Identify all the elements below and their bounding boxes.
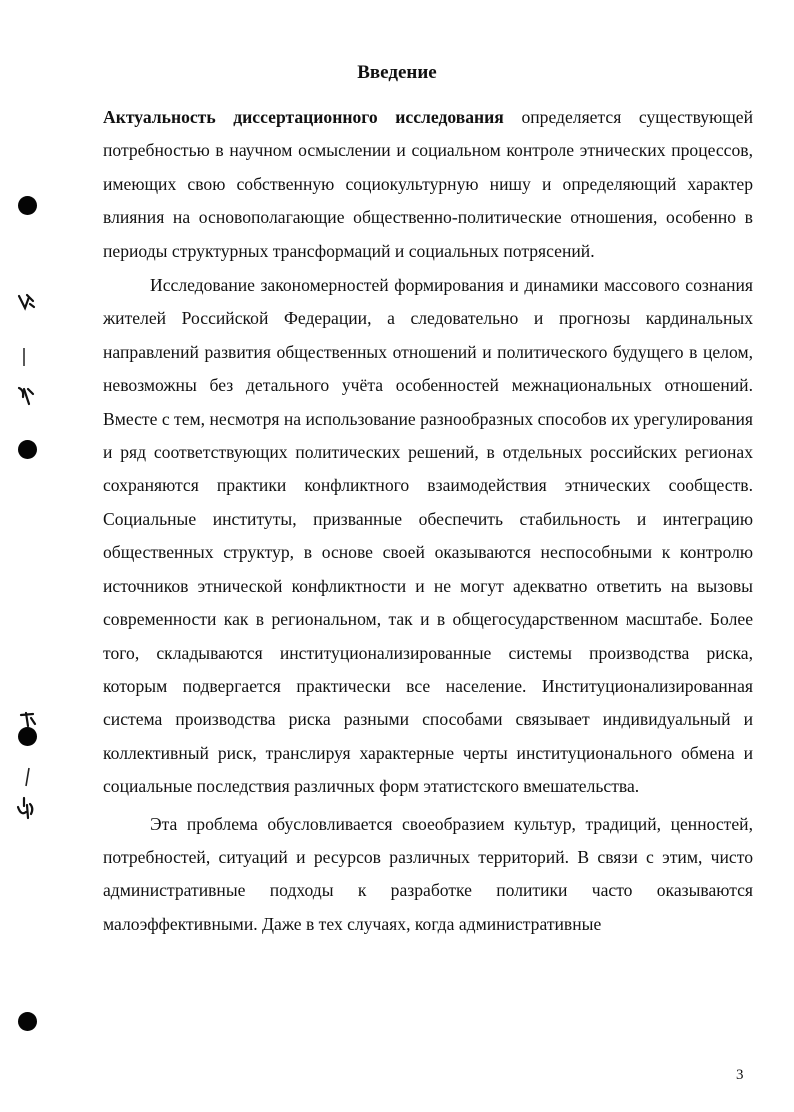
binder-hole	[18, 440, 37, 459]
paragraph-1-text: определяется существующей потребностью в научном осмыслении и социальном контроле этнических процессов, имеющих свою собственную социокультурную нишу и определяющий характер влияния на основополагающие общественно-политические отношения, особенно в периоды структурных трансформаций и социальных потрясений.	[103, 107, 754, 261]
paragraph-1	[103, 101, 753, 268]
body-text	[103, 101, 753, 941]
scan-artifact-mark	[16, 384, 36, 408]
binder-hole	[18, 196, 37, 215]
binder-hole	[18, 1012, 37, 1031]
paragraph-3: Эта проблема обусловливается своеобразием культур, традиций, ценностей, потребностей, ситуаций и ресурсов различных территорий. В связи с этим, чисто административные подходы к разработке политики часто оказываются малоэффективными. Даже в тех случаях, когда административные	[103, 813, 753, 934]
scan-artifact-mark	[15, 796, 37, 822]
paragraph-2: Исследование закономерностей формирования и динамики массового сознания жителей Российской Федерации, а следовательно и прогнозы кардинальных направлений развития общественных отношений и политического будущего в целом, невозможны без детального учёта особенностей межнациональных отношений. Вместе с тем, несмотря на использование разнообразных способов их урегулирования и ряд соответствующих политических решений, в отдельных российских регионах сохраняются практики конфликтного взаимодействия этнических сообществ. Социальные институты, призванные обеспечить стабильность и интеграцию общественных структур, в основе своей оказываются неспособными к контролю источников этнической конфликтности и не могут адекватно ответить на вызовы современности как в региональном, так и в общегосударственном масштабе. Более того, складываются институционализированные системы производства риска, которым подвергается практически все население. Институционализированная система производства риска разными способами связывает индивидуальный и коллективный риск, транслируя характерные черты институционального обмена и социальные последствия различных форм этатистского вмешательства.	[103, 275, 753, 797]
scan-artifact-mark	[18, 710, 38, 730]
scan-artifact-mark	[21, 346, 27, 368]
page-title: Введение	[357, 62, 437, 83]
page-number: 3	[736, 1067, 744, 1083]
scan-artifact-mark	[16, 292, 36, 314]
scan-artifact-mark	[24, 766, 32, 788]
paragraph-1-lead: Актуальность диссертационного исследования	[103, 107, 504, 127]
